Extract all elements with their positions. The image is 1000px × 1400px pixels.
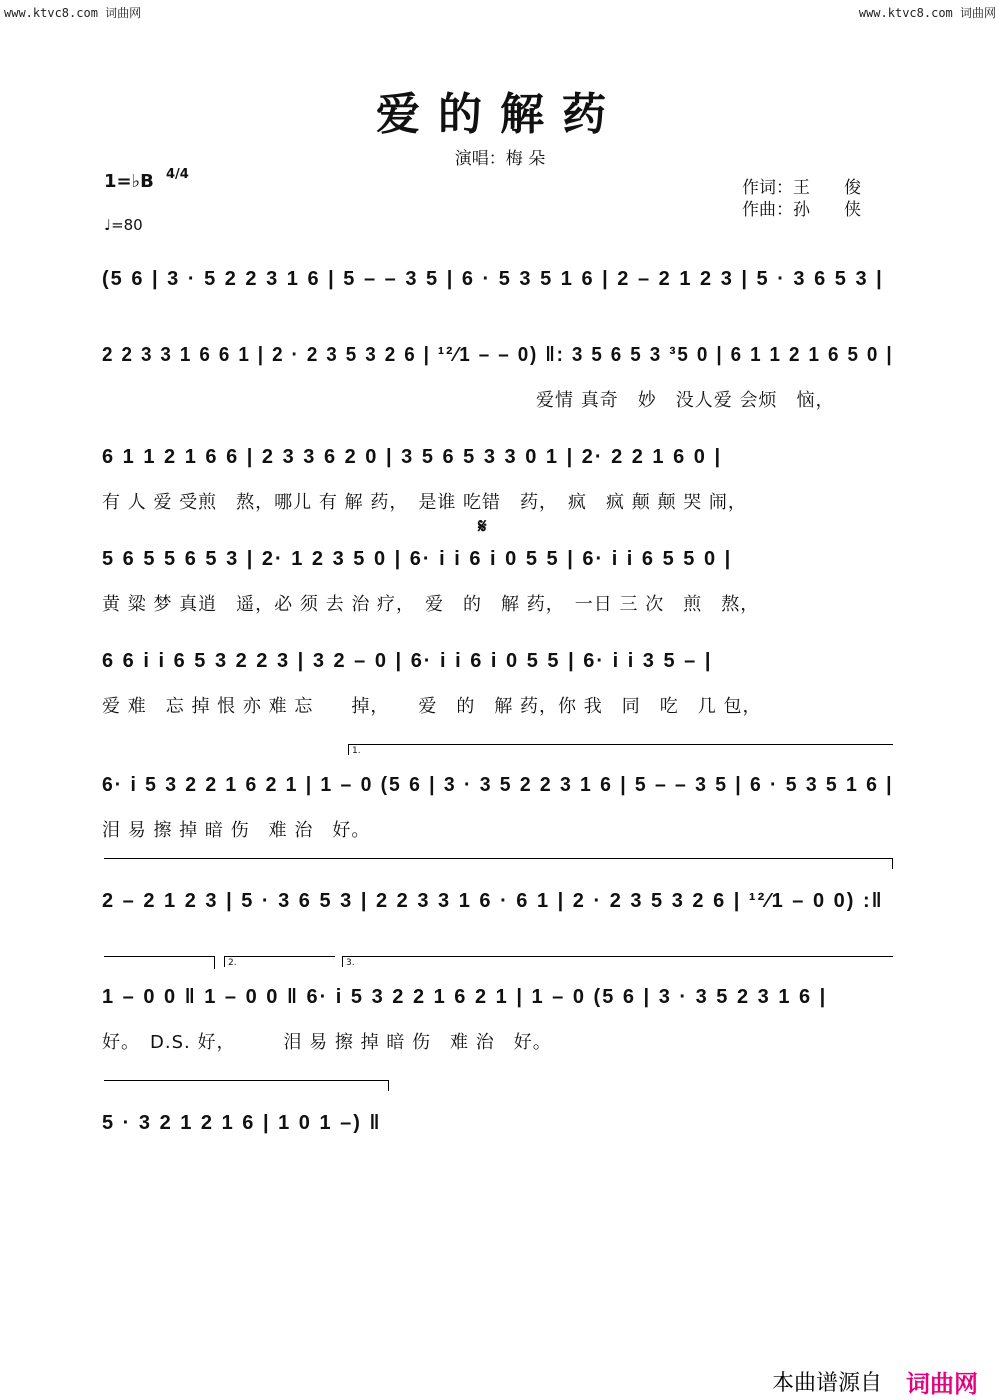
composer-credit: 作曲：孙 侠	[742, 200, 861, 220]
key-signature: 1=♭B	[104, 171, 154, 192]
lyrics-row: 好。 D.S. 好， 泪 易 擦 掉 暗 伤 难 治 好。	[102, 1032, 552, 1053]
footer-source-label: 本曲谱源自	[772, 1371, 883, 1396]
notation-row: 6· i 5 3 2 2 1 6 2 1 | 1 – 0 (5 6 | 3 · 3 5 2 2 3 1 6 | 5 – – 3 5 | 6 · 5 3 5 1 6 |	[102, 774, 894, 796]
notation-row: 1 – 0 0 ‖ 1 – 0 0 ‖ 6· i 5 3 2 2 1 6 2 1 | 1 – 0 (5 6 | 3 · 3 5 2 3 1 6 |	[102, 986, 828, 1008]
lyricist-credit: 作词：王 俊	[742, 178, 861, 198]
lyrics-row: 有 人 爱 受煎 熬，哪儿 有 解 药， 是谁 吃错 药， 疯 疯 颠 颠 哭 闹，	[102, 492, 747, 513]
notation-row: 5 · 3 2 1 2 1 6 | 1 0 1 –) ‖	[102, 1112, 382, 1134]
notation-row: 6 6 i i 6 5 3 2 2 3 | 3 2 – 0 | 6· i i 6 i 0 5 5 | 6· i i 3 5 – |	[102, 650, 713, 672]
lyrics-row: 泪 易 擦 掉 暗 伤 难 治 好。	[102, 820, 371, 841]
singer-line: 演唱：梅 朵	[454, 149, 546, 169]
notation-row: (5 6 | 3 · 5 2 2 3 1 6 | 5 – – 3 5 | 6 · 5 3 5 1 6 | 2 – 2 1 2 3 | 5 · 3 6 5 3 |	[102, 268, 884, 290]
volta-tail-3	[104, 1080, 389, 1091]
segno-sign: 𝄋	[478, 514, 487, 538]
watermark-left: www.ktvc8.com 词曲网	[4, 6, 142, 20]
watermark-right: www.ktvc8.com 词曲网	[858, 6, 996, 20]
volta-continuation	[104, 858, 893, 869]
time-signature: 4/4	[166, 167, 189, 182]
lyrics-row: 黄 粱 梦 真逍 遥，必 须 去 治 疗， 爱 的 解 药， 一日 三 次 煎 熬，	[102, 594, 760, 615]
volta-bracket-3: 3.	[342, 956, 893, 967]
notation-row: 5 6 5 5 6 5 3 | 2· 1 2 3 5 0 | 6· i i 6 i 0 5 5 | 6· i i 6 5 5 0 |	[102, 548, 733, 570]
tempo-marking: ♩=80	[104, 216, 143, 234]
volta-tail-1	[104, 956, 215, 969]
lyrics-row: 爱 难 忘 掉 恨 亦 难 忘 掉， 爱 的 解 药，你 我 同 吃 几 包，	[102, 696, 762, 717]
notation-row: 6 1 1 2 1 6 6 | 2 3 3 6 2 0 | 3 5 6 5 3 3 0 1 | 2· 2 2 1 6 0 |	[102, 446, 723, 468]
footer-brand-logo[interactable]: 词曲网	[906, 1370, 978, 1398]
notation-row: 2 2 3 3 1 6 6 1 | 2 · 2 3 5 3 2 6 | ¹²⁄1 – – 0) ‖: 3 5 6 5 3 ³5 0 | 6 1 1 2 1 6 5 0 |	[102, 344, 894, 366]
lyrics-row: 爱情 真奇 妙 没人爱 会烦 恼，	[536, 390, 835, 411]
volta-bracket-1: 1.	[348, 744, 893, 755]
notation-row: 2 – 2 1 2 3 | 5 · 3 6 5 3 | 2 2 3 3 1 6 · 6 1 | 2 · 2 3 5 3 2 6 | ¹²⁄1 – 0 0) :‖	[102, 890, 884, 912]
song-title: 爱的解药	[376, 89, 624, 140]
volta-bracket-2: 2.	[224, 956, 335, 967]
